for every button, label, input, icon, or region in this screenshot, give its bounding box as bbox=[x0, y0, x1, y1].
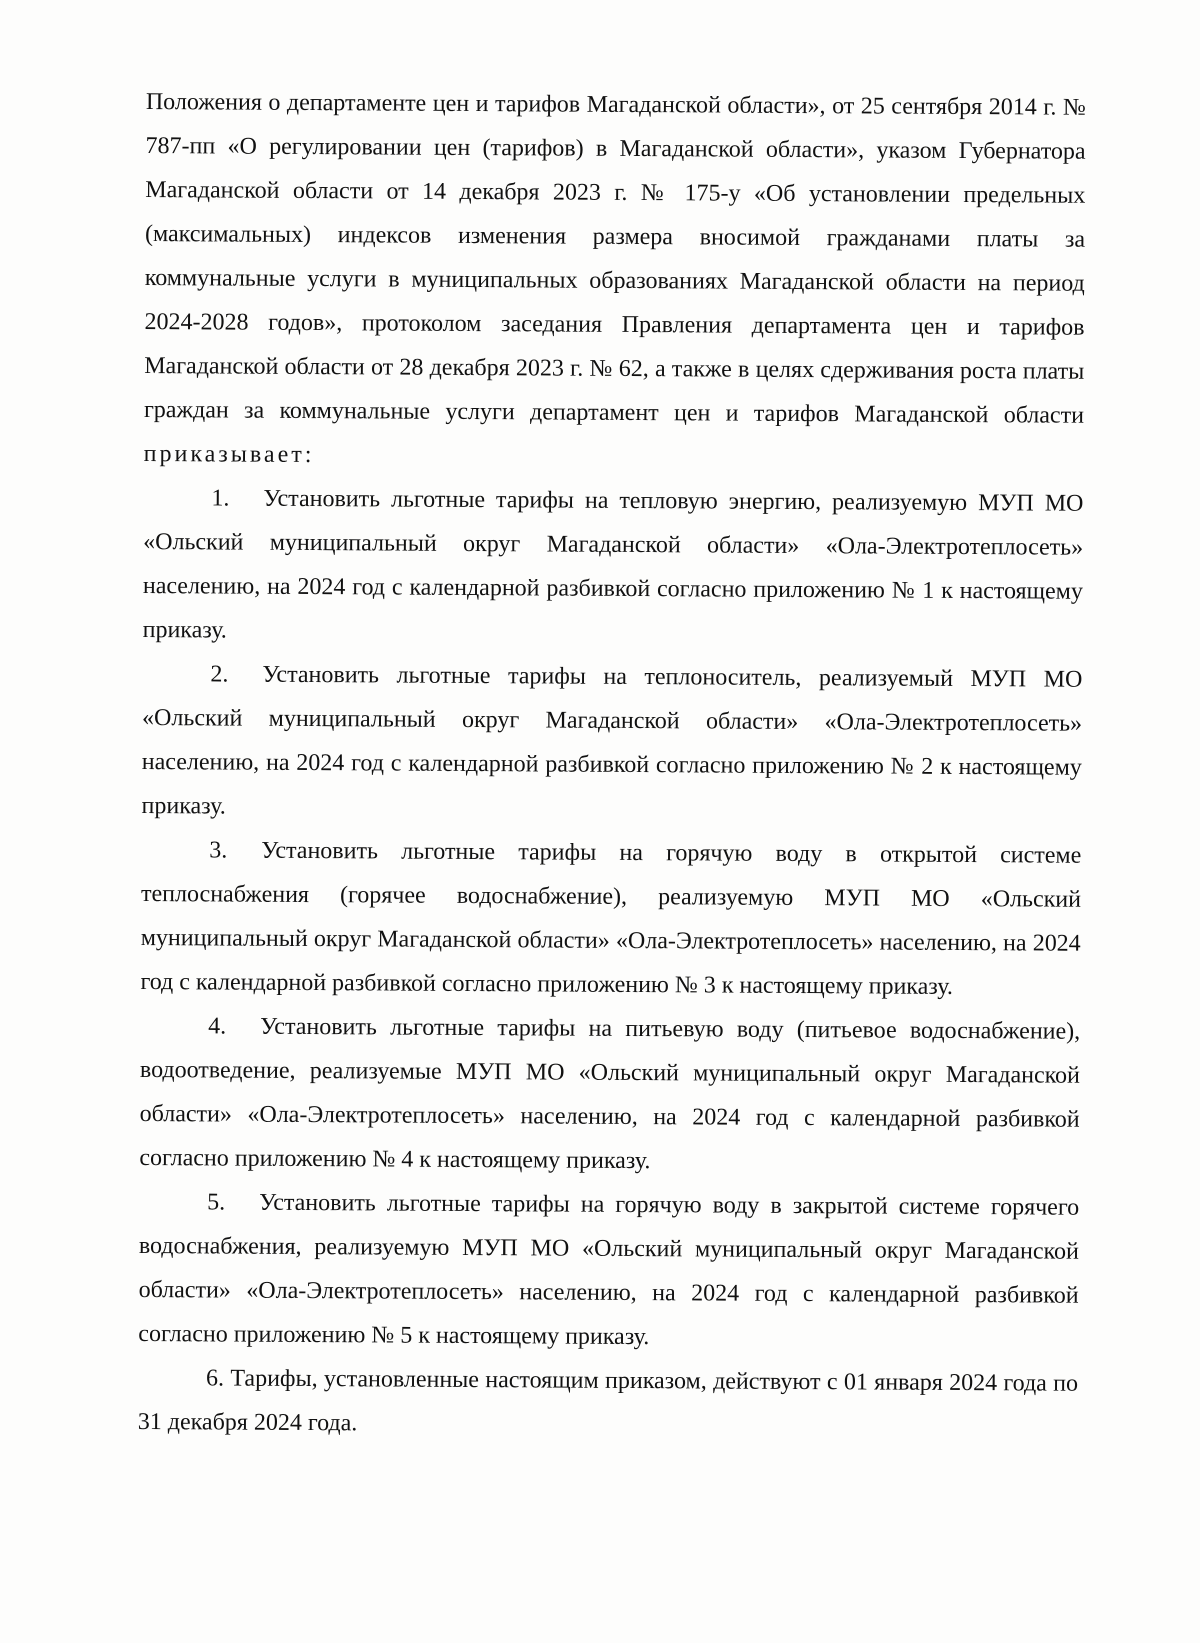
item-text-2: Установить льготные тарифы на теплоноситель, реализуемый МУП МО «Ольский муниципальный округ Магаданской области» «Ола-Электротеплосеть» населению, на 2024 год с календарной разбивкой согласно приложению № 2 к настоящему приказу. bbox=[141, 661, 1083, 820]
final-paragraph: 6. Тарифы, установленные настоящим приказом, действуют с 01 января 2024 года по 31 декабря 2024 года. bbox=[137, 1365, 1079, 1437]
item-text-4: Установить льготные тарифы на питьевую воду (питьевое водоснабжение), водоотведение, реализуемые МУП МО «Ольский муниципальный округ Магаданской области» «Ола-Электротеплосеть» населению, на 2024 год с календарной разбивкой согласно приложению № 4 к настоящему приказу. bbox=[139, 1013, 1081, 1175]
item-paragraph-4 bbox=[139, 1004, 1080, 1186]
item-number-5: 5. bbox=[207, 1189, 226, 1216]
intro-keyword: приказывает: bbox=[143, 440, 315, 469]
item-text-1: Установить льготные тарифы на тепловую энергию, реализуемую МУП МО «Ольский муниципальный округ Магаданской области» «Ола-Электротеплосеть» населению, на 2024 год с календарной разбивкой согласно приложению № 1 к настоящему приказу. bbox=[142, 485, 1084, 644]
item-text-3: Установить льготные тарифы на горячую воду в открытой системе теплоснабжения (горячее водоснабжение), реализуемую МУП МО «Ольский муниципальный округ Магаданской области» «Ола-Электротеплосеть» населению, на 2024 год с календарной разбивкой согласно приложению № 3 к настоящему приказу. bbox=[140, 837, 1082, 1000]
item-paragraph-5 bbox=[138, 1180, 1079, 1362]
item-paragraph-3 bbox=[140, 828, 1081, 1010]
item-paragraph-2 bbox=[141, 652, 1082, 834]
item-number-3: 3. bbox=[209, 837, 228, 864]
item-number-2: 2. bbox=[210, 661, 229, 688]
intro-paragraph bbox=[144, 80, 1086, 482]
document-body bbox=[138, 80, 1086, 1450]
item-paragraph-1 bbox=[143, 476, 1084, 658]
item-number-1: 1. bbox=[211, 485, 230, 512]
intro-text: Положения о департаменте цен и тарифов Магаданской области», от 25 сентября 2014 г. № 787-пп «О регулировании цен (тарифов) в Магаданской области», указом Губернатора Магаданской области от 14 декабря 2023 г. № 175-у «Об установлении предельных (максимальных) индексов изменения размера вносимой гражданами платы за коммунальные услуги в муниципальных образованиях Магаданской области на период 2024-2028 годов», протоколом заседания Правления департамента цен и тарифов Магаданской области от 28 декабря 2023 г. № 62, а также в целях сдерживания роста платы граждан за коммунальные услуги департамент цен и тарифов Магаданской области bbox=[143, 88, 1086, 429]
item-number-4: 4. bbox=[208, 1013, 227, 1040]
item-text-5: Установить льготные тарифы на горячую воду в закрытой системе горячего водоснабжения, реализуемую МУП МО «Ольский муниципальный округ Магаданской области» «Ола-Электротеплосеть» населению, на 2024 год с календарной разбивкой согласно приложению № 5 к настоящему приказу. bbox=[138, 1189, 1080, 1351]
